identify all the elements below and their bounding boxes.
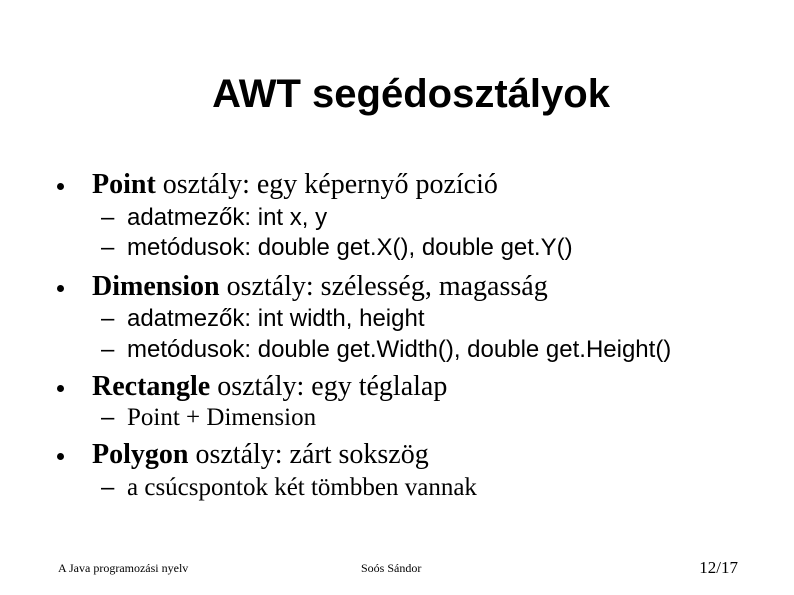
dash-marker: – xyxy=(101,204,115,231)
bullet-marker xyxy=(57,285,64,292)
bullet-marker xyxy=(57,183,64,190)
sub-item xyxy=(0,336,794,364)
sub-item-text: metódusok: double get.Width(), double get.Height() xyxy=(127,336,672,363)
bullet-text xyxy=(92,270,548,304)
sub-item xyxy=(0,234,794,262)
class-name: Rectangle xyxy=(92,371,211,402)
page-number: 12/17 xyxy=(699,558,738,577)
sub-item-text: metódusok: double get.X(), double get.Y() xyxy=(127,234,573,261)
sub-item xyxy=(0,474,794,502)
dash-marker: – xyxy=(101,404,115,431)
class-description: osztály: egy téglalap xyxy=(210,371,448,402)
sub-item xyxy=(0,204,794,232)
dash-marker: – xyxy=(101,474,115,501)
bullet-rectangle xyxy=(0,370,794,404)
class-name: Dimension xyxy=(92,271,220,302)
class-name: Polygon xyxy=(92,439,189,470)
bullet-point xyxy=(0,168,794,202)
footer-author: Soós Sándor xyxy=(361,561,422,575)
bullet-text xyxy=(92,370,447,404)
sub-item-text: adatmezők: int x, y xyxy=(127,204,328,231)
footer-course-name: A Java programozási nyelv xyxy=(58,561,189,575)
bullet-text xyxy=(92,438,429,472)
sub-item xyxy=(0,404,794,432)
sub-item-text: Point + Dimension xyxy=(127,404,317,431)
bullet-marker xyxy=(57,453,64,460)
bullet-marker xyxy=(57,385,64,392)
dash-marker: – xyxy=(101,305,115,332)
class-description: osztály: szélesség, magasság xyxy=(219,271,548,302)
bullet-dimension xyxy=(0,270,794,304)
sub-item-text: a csúcspontok két tömbben vannak xyxy=(127,474,477,501)
slide-title: AWT segédosztályok xyxy=(212,72,610,116)
class-description: osztály: egy képernyő pozíció xyxy=(155,169,498,200)
class-description: osztály: zárt sokszög xyxy=(188,439,429,470)
dash-marker: – xyxy=(101,336,115,363)
dash-marker: – xyxy=(101,234,115,261)
sub-item xyxy=(0,305,794,333)
bullet-text xyxy=(92,168,498,202)
bullet-polygon xyxy=(0,438,794,472)
class-name: Point xyxy=(92,169,156,200)
sub-item-text: adatmezők: int width, height xyxy=(127,305,425,332)
